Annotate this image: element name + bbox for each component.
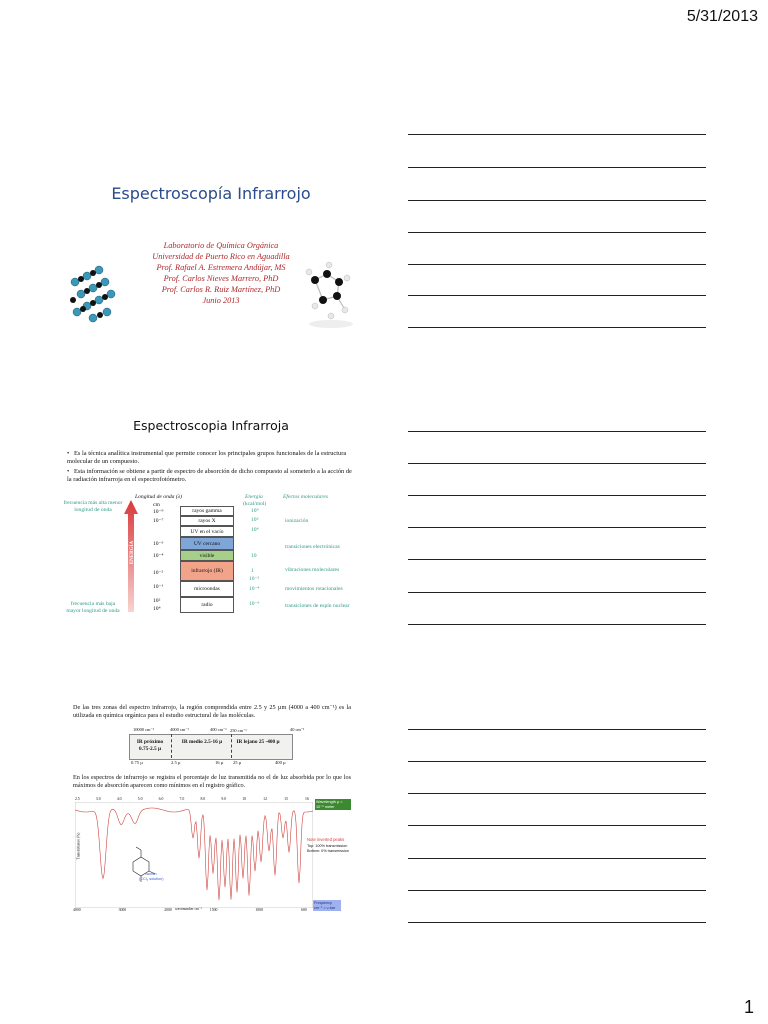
top-tick-label: 12 (263, 797, 267, 801)
slide-ir-regions (63, 696, 359, 918)
wavelength-value: 10² (153, 598, 161, 604)
energy-value: 10⁹ (251, 508, 259, 514)
notes-line (408, 264, 706, 265)
effect-label: vibraciones moleculares (285, 567, 340, 573)
inverted-peaks-bottom: Bottom: 0% transmission (307, 849, 349, 853)
crystal-lattice-icon (65, 262, 125, 328)
y-axis-label: Transmittance (%) (76, 832, 81, 860)
zone-wavenumber: 4000 cm⁻¹ (170, 727, 189, 732)
inverted-peaks-top: Top: 100% transmission (307, 844, 348, 848)
wavelength-unit: cm (153, 502, 160, 508)
slide1-credits (123, 240, 319, 306)
effect-label: movimientos rotacionales (285, 586, 343, 592)
top-tick-label: 9.0 (221, 797, 227, 801)
region-infrared: infrarrojo (IR) (180, 561, 234, 581)
energy-value: 1 (251, 568, 254, 574)
wavelength-header: Longitud de onda (λ) (135, 494, 183, 500)
top-tick-label: 10 (242, 797, 247, 801)
wavelength-value: 10⁴ (153, 606, 161, 612)
bullet-text: Esta información se obtiene a partir de espectro de absorción de dicho compuesto al someterlo a la acción de la radiación infrarroja en el espectrofotómetro. (67, 468, 352, 483)
top-tick-label: 16 (305, 797, 309, 801)
notes-line (408, 463, 706, 464)
region-vacuum-uv: UV en el vacío (180, 526, 234, 537)
zone-mid-ir: IR medio 2.5-16 µ (181, 739, 223, 745)
bottom-tick-label: 1500 (209, 908, 218, 912)
energy-header: Energía (245, 494, 263, 500)
transmittance-paragraph: En los espectros de infrarrojo se registra el porcentaje de luz transmitida no el de luz absorbida por lo que los máximos de absorción aparecen como mínimos en el registro gráfico. (73, 774, 351, 789)
credit-line: Laboratorio de Química Orgánica (163, 241, 279, 250)
zone-near-ir: IR próximo 0.75-2.5 µ (136, 739, 164, 752)
zone-wavenumber: 250 cm⁻¹ (230, 728, 247, 733)
zone-wavenumber: 400 cm⁻¹ (210, 727, 227, 732)
top-tick-label: 2.5 (75, 797, 80, 801)
energy-value: 10⁻⁶ (249, 601, 260, 607)
bottom-tick-label: 2000 (164, 908, 172, 912)
notes-line (408, 793, 706, 794)
energy-value: 10⁶ (251, 517, 259, 523)
energy-arrow-label: ENERGÍA (130, 540, 136, 565)
notes-line (408, 327, 706, 328)
wavelength-tag: Wavelength µ = 10⁻⁶ meter (315, 799, 351, 810)
slide-infrared-spectroscopy (63, 410, 359, 650)
zone-wavelength: 2.5 µ (171, 760, 181, 765)
zone-wavelength: 400 µ (275, 760, 286, 765)
top-tick-label: 6.0 (158, 797, 164, 801)
spectrum-plot (75, 802, 313, 908)
notes-area (408, 134, 706, 170)
top-tick-label: 15 (284, 797, 288, 801)
effects-header: Efectos moleculares (283, 494, 328, 500)
notes-line (408, 559, 706, 560)
wavelength-value: 10⁻⁹ (153, 509, 164, 515)
bullet-item: • Esta información se obtiene a partir de espectro de absorción de dicho compuesto al someterlo a la acción de la radiación infrarroja en el espectrofotómetro. (67, 468, 352, 483)
transmittance-trace (75, 808, 313, 900)
zone-wavenumber: 10000 cm⁻¹ (133, 727, 155, 732)
notes-line (408, 858, 706, 859)
energy-unit: (kcal/mol) (243, 501, 267, 507)
inverted-peaks-title: Note inverted peaks (307, 837, 345, 842)
slide1-title: Espectroscopía Infrarrojo (111, 184, 311, 203)
notes-line (408, 431, 706, 432)
notes-line (408, 134, 706, 135)
notes-line (408, 624, 706, 625)
credit-line: Prof. Carlos Nieves Marrero, PhD (163, 274, 279, 283)
region-visible: visible (180, 550, 234, 561)
effect-label: ionización (285, 518, 309, 524)
page-date: 5/31/2013 (686, 8, 758, 25)
notes-line (408, 922, 706, 923)
bottom-tick-label: 1000 (255, 908, 263, 912)
zone-divider (231, 734, 232, 758)
x-axis-label: wavenumber cm⁻¹ (175, 907, 202, 911)
ir-region-paragraph: De las tres zonas del espectro infrarrojo, la región comprendida entre 2.5 y 25 µm (4000 a 400 cm⁻¹) es la utilizada en química orgánica para el estudio estructural de las moléculas. (73, 704, 351, 719)
zone-wavelength: 25 µ (233, 760, 242, 765)
region-near-uv: UV cercano (180, 537, 234, 550)
notes-line (408, 232, 706, 233)
top-tick-label: 4.0 (116, 797, 122, 801)
notes-line (408, 167, 706, 168)
credit-line: Prof. Carlos R. Ruiz Martínez, PhD (161, 285, 281, 294)
top-tick-label: 3.0 (95, 797, 101, 801)
zone-far-ir: IR lejano 25 -400 µ (236, 739, 280, 745)
high-frequency-label: frecuencia más alta menor longitud de onda (63, 500, 123, 513)
notes-line (408, 890, 706, 891)
notes-line (408, 527, 706, 528)
top-tick-label: 8.0 (200, 797, 206, 801)
notes-line (408, 295, 706, 296)
energy-value: 10 (251, 553, 257, 559)
wavelength-value: 10⁻⁵ (153, 541, 164, 547)
bottom-tick-label: 600 (301, 908, 307, 912)
credit-line: Junio 2013 (202, 296, 240, 305)
notes-line (408, 761, 706, 762)
zone-divider (171, 734, 172, 758)
wavelength-value: 10⁻⁴ (153, 553, 164, 559)
zone-wavelength: 16 µ (215, 760, 224, 765)
wavelength-value: 10⁻¹ (153, 584, 164, 590)
region-gamma: rayos gamma (180, 506, 234, 516)
notes-line (408, 200, 706, 201)
effect-label: transiciones de espín nuclear (285, 603, 350, 609)
credit-line: Prof. Rafael A. Estremera Andújar, MS (156, 263, 286, 272)
notes-line (408, 825, 706, 826)
low-frequency-label: frecuencia más baja mayor longitud de onda (66, 601, 120, 614)
bullet-text: Es la técnica analítica instrumental que permite conocer los principales grupos funcionales de la estructura molecular de un compuesto. (67, 450, 347, 465)
top-tick-label: 5.0 (137, 797, 143, 801)
slide2-title: Espectroscopia Infrarroja (133, 418, 289, 433)
region-radio: radio (180, 597, 234, 613)
effect-label: transiciones electrónicas (285, 544, 340, 550)
energy-value: 10⁻² (249, 576, 260, 582)
notes-line (408, 729, 706, 730)
wavelength-value: 10⁻⁷ (153, 518, 164, 524)
bullet-item: • Es la técnica analítica instrumental que permite conocer los principales grupos funcionales de la estructura molecular de un compuesto. (67, 450, 347, 465)
energy-value: 10⁴ (251, 527, 259, 533)
wavelength-value: 10⁻² (153, 570, 164, 576)
frequency-tag: Frequency cm⁻¹ = ν-bar (313, 900, 341, 911)
bottom-tick-label: 4000 (73, 908, 81, 912)
compound-note: (CCl₄ solution) (139, 877, 164, 881)
region-xray: rayos X (180, 516, 234, 526)
page-number: 1 (743, 997, 754, 1017)
compound-name: vanillin (145, 872, 157, 876)
slide-title-page (63, 132, 359, 344)
zone-wavelength: 0.75 µ (131, 760, 143, 765)
zone-wavenumber: 40 cm⁻¹ (290, 727, 305, 732)
bottom-tick-label: 3000 (118, 908, 127, 912)
region-microwave: microondas (180, 581, 234, 597)
top-tick-label: 7.0 (179, 797, 185, 801)
notes-line (408, 495, 706, 496)
credit-line: Universidad de Puerto Rico en Aguadilla (152, 252, 290, 261)
energy-value: 10⁻⁴ (249, 586, 260, 592)
notes-line (408, 592, 706, 593)
